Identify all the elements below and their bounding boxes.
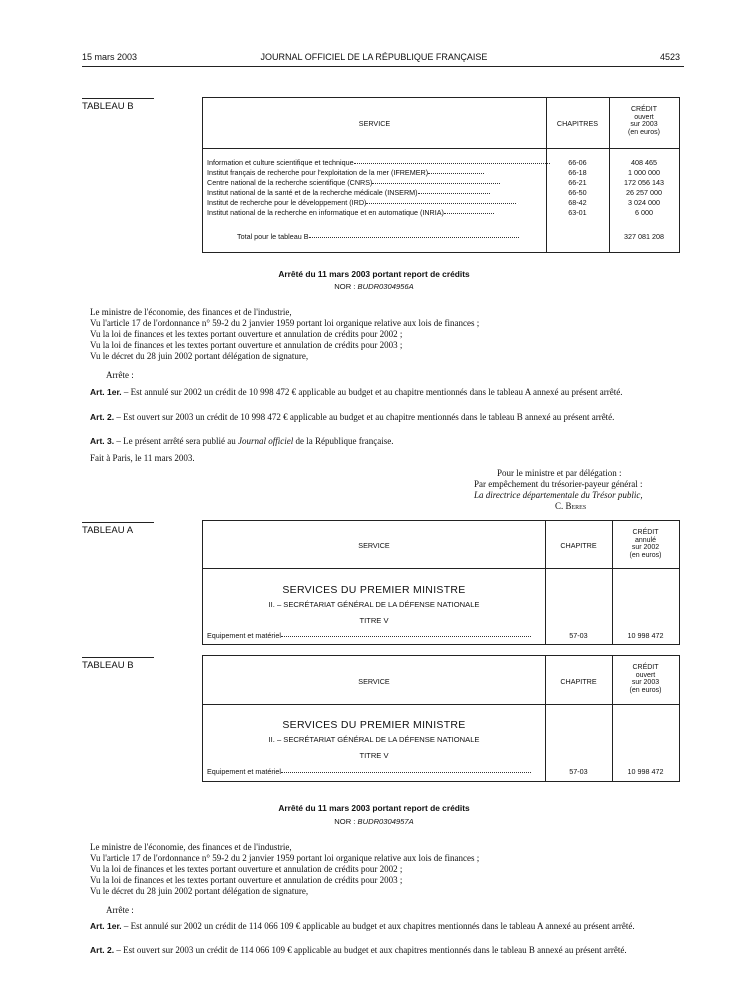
table2-label: TABLEAU A: [82, 525, 134, 536]
table3-label: TABLEAU B: [82, 660, 134, 671]
table1-row-chapitre: 66-18: [568, 168, 587, 177]
arrete2-article-2: Art. 2. – Est ouvert sur 2003 un crédit de 114 066 109 € applicable au budget et aux chapitres mentionnés dans le tableau B annexé au présent arrêté.: [90, 945, 627, 955]
table2-col-chapitre: CHAPITRE: [560, 541, 597, 550]
table1-total-value: 327 081 208: [624, 232, 664, 241]
arrete2-line: Vu le décret du 28 juin 2002 portant délégation de signature,: [90, 886, 309, 896]
table1-col-credit: CRÉDIT ouvert sur 2003 (en euros): [628, 106, 660, 136]
table2-heading-sgdn: II. – SECRÉTARIAT GÉNÉRAL DE LA DÉFENSE NATIONALE: [268, 600, 480, 609]
arrete1-arrete: Arrête :: [106, 370, 134, 380]
table2: [202, 520, 680, 645]
table2-heading-titre: TITRE V: [359, 616, 389, 625]
table1-row-chapitre: 66-21: [568, 178, 587, 187]
arrete2-line: Vu la loi de finances et les textes portant ouverture et annulation de crédits pour 2003 ;: [90, 875, 403, 885]
arrete1-article-2: Art. 2. – Est ouvert sur 2003 un crédit de 10 998 472 € applicable au budget et au chapitre mentionnés dans le tableau B annexé au présent arrêté.: [90, 412, 615, 422]
table2-col-service: SERVICE: [358, 541, 390, 550]
table1-row-credit: 172 056 143: [624, 178, 664, 187]
table-row: Institut national de la recherche en informatique et en automatique (INRIA): [207, 208, 494, 217]
arrete2-article-1: Art. 1er. – Est annulé sur 2002 un crédit de 114 066 109 € applicable au budget et aux chapitres mentionnés dans le tableau A annexé au présent arrêté.: [90, 921, 635, 931]
table-row: Institut de recherche pour le développement (IRD): [207, 198, 516, 207]
arrete1-fait: Fait à Paris, le 11 mars 2003.: [90, 453, 195, 463]
table-row: Institut français de recherche pour l'exploitation de la mer (IFREMER): [207, 168, 484, 177]
table1-row-credit: 408 465: [631, 158, 657, 167]
arrete1-article-1: Art. 1er. – Est annulé sur 2002 un crédit de 10 998 472 € applicable au budget et au chapitre mentionnés dans le tableau A annexé au présent arrêté.: [90, 387, 623, 397]
arrete2-line: Vu la loi de finances et les textes portant ouverture et annulation de crédits pour 2002 ;: [90, 864, 403, 874]
table-row: Centre national de la recherche scientifique (CNRS): [207, 178, 500, 187]
table-row: Equipement et matériel: [207, 631, 531, 640]
table3-heading-ministry: SERVICES DU PREMIER MINISTRE: [282, 719, 466, 731]
table1-col-chapitres: CHAPITRES: [556, 119, 599, 128]
table3-col-service: SERVICE: [358, 677, 390, 686]
arrete2-line: Vu l'article 17 de l'ordonnance n° 59-2 du 2 janvier 1959 portant loi organique relative aux lois de finances ;: [90, 853, 480, 863]
arrete2-nor: NOR : BUDR0304957A: [334, 817, 414, 826]
table1-row-credit: 26 257 000: [626, 188, 662, 197]
table3: [202, 655, 680, 782]
arrete1-line: Vu la loi de finances et les textes portant ouverture et annulation de crédits pour 2002 ;: [90, 329, 403, 339]
table1-col-service: SERVICE: [358, 119, 391, 128]
table1-row-credit: 3 024 000: [628, 198, 660, 207]
header-page-number: 4523: [659, 52, 680, 62]
table2-row-chapitre: 57-03: [569, 631, 588, 640]
table3-col-chapitre: CHAPITRE: [560, 677, 597, 686]
table3-heading-titre: TITRE V: [359, 751, 389, 760]
arrete1-line: Le ministre de l'économie, des finances et de l'industrie,: [90, 307, 292, 317]
arrete2-arrete: Arrête :: [106, 905, 134, 915]
arrete1-title: Arrêté du 11 mars 2003 portant report de crédits: [278, 269, 470, 279]
signature-line: La directrice départementale du Trésor public,: [474, 490, 643, 500]
table1-row-chapitre: 66-50: [568, 188, 587, 197]
arrete2-title: Arrêté du 11 mars 2003 portant report de crédits: [278, 803, 470, 813]
table1-total-label: Total pour le tableau B: [237, 232, 519, 241]
table2-row-credit: 10 998 472: [627, 631, 664, 640]
signature-line: Pour le ministre et par délégation :: [497, 468, 622, 478]
table-row: Equipement et matériel: [207, 767, 531, 776]
table1: [202, 97, 680, 253]
table3-heading-sgdn: II. – SECRÉTARIAT GÉNÉRAL DE LA DÉFENSE NATIONALE: [268, 735, 480, 744]
header-journal-title: JOURNAL OFFICIEL DE LA RÉPUBLIQUE FRANÇAISE: [260, 52, 488, 62]
signature-name: C. Beres: [555, 501, 587, 511]
table-row: Institut national de la santé et de la recherche médicale (INSERM): [207, 188, 490, 197]
arrete1-nor: NOR : BUDR0304956A: [334, 282, 414, 291]
table1-label: TABLEAU B: [82, 101, 134, 112]
arrete1-line: Vu le décret du 28 juin 2002 portant délégation de signature,: [90, 351, 309, 361]
header-rule: [82, 66, 684, 67]
arrete1-article-3: Art. 3. – Le présent arrêté sera publié au Journal officiel de la République française.: [90, 436, 394, 446]
table3-col-credit: CRÉDIT ouvert sur 2003 (en euros): [629, 664, 662, 694]
table2-col-credit: CRÉDIT annulé sur 2002 (en euros): [629, 529, 662, 559]
arrete1-line: Vu l'article 17 de l'ordonnance n° 59-2 du 2 janvier 1959 portant loi organique relative aux lois de finances ;: [90, 318, 480, 328]
table1-row-credit: 1 000 000: [628, 168, 660, 177]
table3-row-credit: 10 998 472: [627, 767, 664, 776]
arrete1-line: Vu la loi de finances et les textes portant ouverture et annulation de crédits pour 2003 ;: [90, 340, 403, 350]
table-row: Information et culture scientifique et technique: [207, 158, 550, 167]
table3-row-chapitre: 57-03: [569, 767, 588, 776]
table1-row-chapitre: 68-42: [568, 198, 587, 207]
table1-row-credit: 6 000: [635, 208, 653, 217]
arrete2-line: Le ministre de l'économie, des finances et de l'industrie,: [90, 842, 292, 852]
header-date: 15 mars 2003: [82, 52, 138, 62]
table1-row-chapitre: 66-06: [568, 158, 587, 167]
table2-heading-ministry: SERVICES DU PREMIER MINISTRE: [282, 584, 466, 596]
table1-row-chapitre: 63-01: [568, 208, 587, 217]
signature-line: Par empêchement du trésorier-payeur général :: [474, 479, 643, 489]
